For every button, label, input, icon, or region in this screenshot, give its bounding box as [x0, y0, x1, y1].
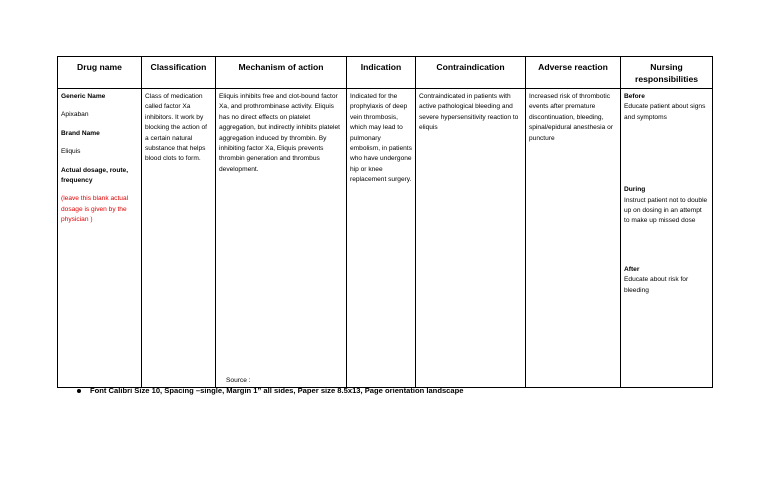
drug-name-cell — [58, 89, 142, 388]
mechanism-cell: Eliquis inhibits free and clot-bound factor Xa, and prothrombinase activity. Eliquis has no direct effects on platelet aggregation, but indirectly inhibits platelet aggregation induced by thrombin. By inhibiting factor Xa, Eliquis prevents thrombin generation and thrombus development. — [216, 89, 347, 388]
header-mechanism: Mechanism of action — [216, 57, 347, 89]
dosage-label: Actual dosage, route, frequency — [61, 166, 129, 185]
generic-name-label: Generic Name — [61, 93, 106, 100]
dosage-note: (leave this blank actual dosage is given by the physician ) — [61, 195, 129, 224]
during-label: During — [624, 186, 646, 194]
brand-name-label: Brand Name — [61, 129, 100, 137]
table-row — [58, 89, 713, 388]
source-label: Source : — [226, 377, 251, 384]
brand-name-value: Eliquis — [61, 148, 81, 156]
nursing-cell — [621, 89, 713, 388]
classification-cell: Class of medication called factor Xa inhibitors. It work by blocking the action of a certain natural substance that helps blood clots to form. — [142, 89, 216, 388]
after-label: After — [624, 265, 640, 273]
footnote — [77, 386, 464, 395]
bullet-icon — [77, 389, 81, 393]
generic-name-value: Apixaban — [61, 111, 89, 119]
adverse-reaction-cell: Increased risk of thrombotic events after premature discontinuation, bleeding, spinal/epidural anesthesia or puncture — [526, 89, 621, 388]
header-contraindication: Contraindication — [416, 57, 526, 89]
header-nursing: Nursing responsibilities — [621, 57, 713, 89]
header-adverse-reaction: Adverse reaction — [526, 57, 621, 89]
header-drug-name: Drug name — [58, 57, 142, 89]
before-label: Before — [624, 93, 645, 100]
header-classification: Classification — [142, 57, 216, 89]
footnote-text: Font Calibri Size 10, Spacing –single, Margin 1” all sides, Paper size 8.5x13, Page orientation landscape — [90, 386, 464, 395]
after-text: Educate about risk for bleeding — [624, 276, 689, 294]
indication-cell: Indicated for the prophylaxis of deep vein thrombosis, which may lead to pulmonary embolism, in patients who have undergone hip or knee replacement surgery. — [347, 89, 416, 388]
drug-study-table — [57, 56, 713, 388]
header-row — [58, 57, 713, 89]
header-indication: Indication — [347, 57, 416, 89]
contraindication-cell: Contraindicated in patients with active pathological bleeding and severe hypersensitivity reaction to eliquis — [416, 89, 526, 388]
before-text: Educate patient about signs and symptoms — [624, 103, 706, 121]
during-text: Instruct patient not to double up on dosing in an attempt to make up missed dose — [624, 196, 708, 225]
